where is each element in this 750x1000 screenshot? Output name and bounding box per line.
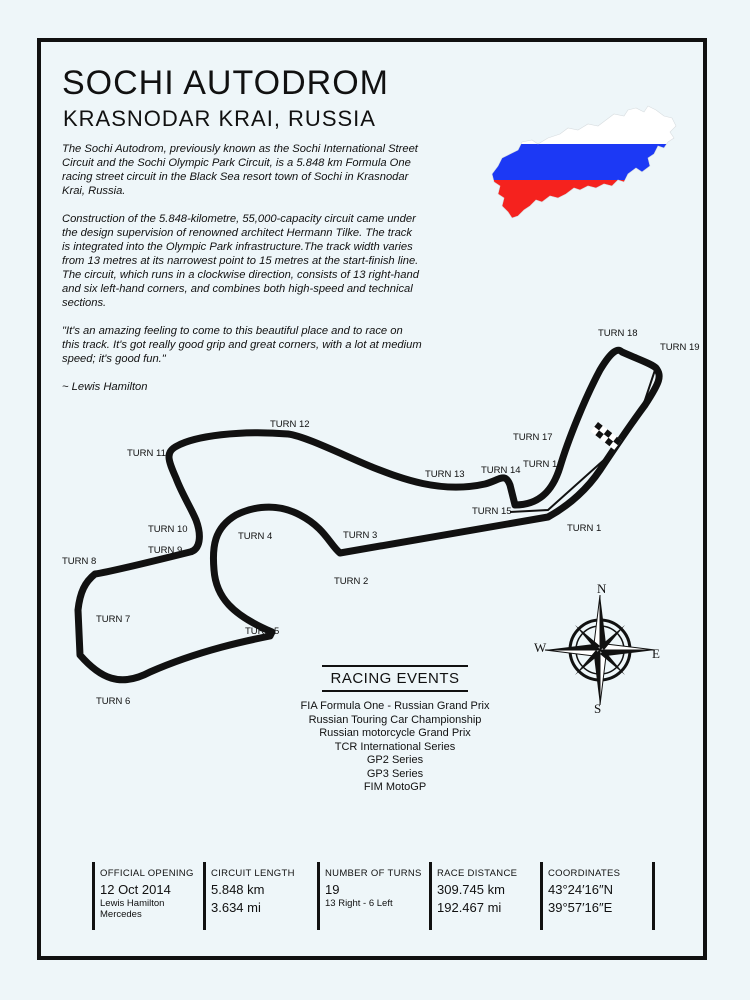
stat-value-secondary: 39°57′16″E bbox=[548, 900, 613, 915]
stat-value: 5.848 km bbox=[211, 882, 265, 897]
turn-label: TURN 8 bbox=[62, 556, 97, 567]
turn-label: TURN 12 bbox=[270, 419, 310, 430]
event-item: GP3 Series bbox=[366, 767, 424, 780]
racing-events-title: RACING EVENTS bbox=[322, 665, 467, 692]
page-title: SOCHI AUTODROM bbox=[62, 64, 389, 102]
stat-value-secondary: 3.634 mi bbox=[211, 900, 261, 915]
stat-value: 309.745 km bbox=[437, 882, 505, 897]
compass-s: S bbox=[594, 701, 602, 716]
event-item: Russian motorcycle Grand Prix bbox=[319, 727, 471, 739]
turn-label: TURN 16 bbox=[523, 459, 563, 470]
turn-label: TURN 18 bbox=[598, 328, 638, 339]
quote: "It's an amazing feeling to come to this beautiful place and to race on this track. It's got really good grip and great corners, with a lot at medium speed; it's good fun." bbox=[62, 325, 422, 365]
turn-label: TURN 15 bbox=[472, 506, 512, 517]
turn-label: TURN 5 bbox=[245, 626, 280, 637]
turn-label: TURN 2 bbox=[334, 576, 369, 587]
stat-value: 12 Oct 2014 bbox=[100, 882, 171, 897]
stat-turns bbox=[317, 862, 429, 930]
compass-rose-icon bbox=[530, 580, 670, 720]
stat-value: 43°24′16″N bbox=[548, 882, 614, 897]
turn-label: TURN 14 bbox=[481, 465, 521, 476]
turn-label: TURN 19 bbox=[660, 342, 700, 353]
stat-value: 19 bbox=[325, 882, 340, 897]
event-item: GP2 Series bbox=[366, 754, 424, 766]
page-subtitle: KRASNODAR KRAI, RUSSIA bbox=[63, 106, 376, 131]
stat-length bbox=[203, 862, 315, 930]
turn-label: TURN 7 bbox=[96, 614, 131, 625]
stat-label: NUMBER OF TURNS bbox=[325, 868, 422, 879]
stats-bar bbox=[92, 862, 658, 930]
stat-distance bbox=[429, 862, 541, 930]
start-finish-flag bbox=[591, 422, 622, 450]
stat-label: OFFICIAL OPENING bbox=[100, 868, 194, 879]
stat-opening bbox=[92, 862, 202, 930]
stat-label: COORDINATES bbox=[548, 868, 621, 879]
turn-label: TURN 13 bbox=[425, 469, 465, 480]
event-item: Russian Touring Car Championship bbox=[308, 713, 482, 726]
stat-detail: Lewis Hamilton bbox=[100, 898, 165, 909]
stat-value-secondary: 192.467 mi bbox=[437, 900, 502, 915]
stat-label: CIRCUIT LENGTH bbox=[211, 868, 295, 879]
quote-attribution: ~ Lewis Hamilton bbox=[62, 381, 148, 393]
turn-label: TURN 1 bbox=[567, 523, 602, 534]
turn-label: TURN 3 bbox=[343, 530, 378, 541]
turn-label: TURN 9 bbox=[148, 545, 183, 556]
event-item: FIA Formula One - Russian Grand Prix bbox=[300, 700, 490, 712]
turn-label: TURN 10 bbox=[148, 524, 188, 535]
stat-coordinates bbox=[540, 862, 652, 930]
stat-detail: 13 Right - 6 Left bbox=[325, 898, 393, 909]
stats-end-divider bbox=[652, 862, 655, 930]
stat-detail: Mercedes bbox=[100, 909, 142, 920]
compass-w: W bbox=[534, 640, 547, 655]
description-paragraph-2: Construction of the 5.848-kilometre, 55,000-capacity circuit came under the design supervision of renowned architect Hermann Tilke. The track is integrated into the Olympic Park infrastructure.The track width varies from 13 metres at its narrowest point to 15 metres at the start-finish line. The circuit, which runs in a clockwise direction, consists of 13 right-hand and six left-hand corners, and combines both high-speed and technical sections. bbox=[62, 213, 419, 309]
description-paragraph-1: The Sochi Autodrom, previously known as the Sochi International Street Circuit and the Sochi Olympic Park Circuit, is a 5.848 km Formula One racing street circuit in the Black Sea resort town of Sochi in Krasnodar Krai, Russia. bbox=[62, 143, 418, 197]
compass-n: N bbox=[597, 581, 607, 596]
compass-e: E bbox=[652, 646, 660, 661]
turn-label: TURN 6 bbox=[96, 696, 131, 707]
racing-events bbox=[280, 665, 510, 795]
turn-label: TURN 11 bbox=[127, 448, 166, 459]
event-item: FIM MotoGP bbox=[363, 781, 427, 793]
stat-label: RACE DISTANCE bbox=[437, 868, 518, 879]
turn-label: TURN 17 bbox=[513, 432, 553, 443]
turn-label: TURN 4 bbox=[238, 531, 273, 542]
event-item: TCR International Series bbox=[334, 740, 456, 753]
racing-events-list bbox=[280, 700, 510, 795]
